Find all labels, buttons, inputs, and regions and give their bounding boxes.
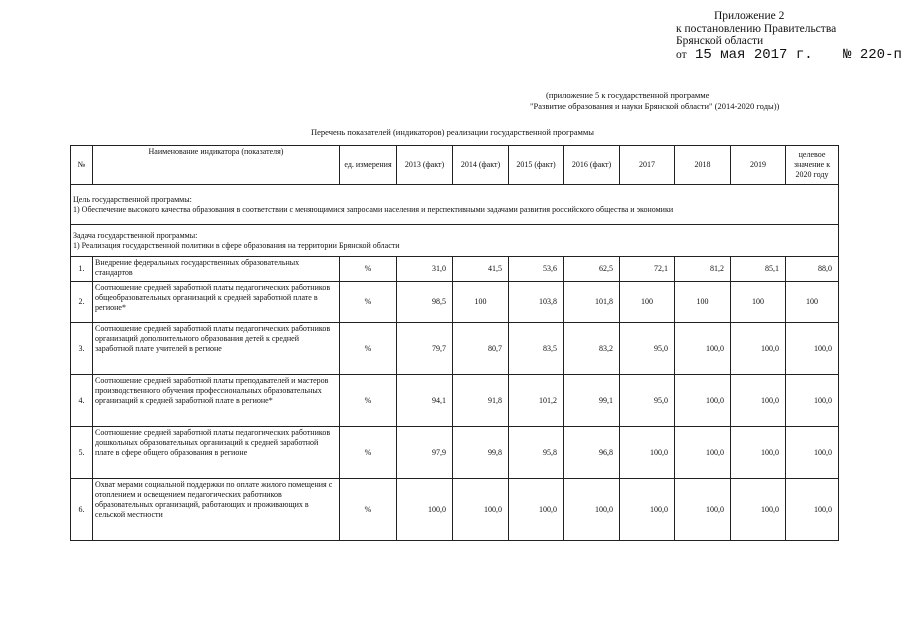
row-name: Соотношение средней заработной платы педагогических работников дошкольных образовательных организаций к средней заработной плате в сфере общего образования в регионе bbox=[93, 427, 340, 479]
row-num: 6. bbox=[71, 479, 93, 541]
row-2013: 79,7 bbox=[397, 323, 453, 375]
header-2014: 2014 (факт) bbox=[453, 146, 509, 185]
order-number: № 220-п bbox=[843, 46, 902, 63]
row-2019: 100,0 bbox=[731, 375, 786, 427]
header-target: целевое значение к 2020 году bbox=[786, 146, 839, 185]
row-2019: 100,0 bbox=[731, 479, 786, 541]
row-2015: 101,2 bbox=[509, 375, 564, 427]
row-2014: 100 bbox=[453, 282, 509, 323]
row-num: 3. bbox=[71, 323, 93, 375]
task-row bbox=[71, 225, 839, 257]
row-target: 100,0 bbox=[786, 427, 839, 479]
row-num: 5. bbox=[71, 427, 93, 479]
order-prefix: от bbox=[676, 48, 687, 61]
row-2016: 96,8 bbox=[564, 427, 620, 479]
program-note-line1: (приложение 5 к государственной программе bbox=[546, 90, 710, 100]
row-2018: 81,2 bbox=[675, 257, 731, 282]
row-unit: % bbox=[340, 323, 397, 375]
table-header-row bbox=[71, 146, 839, 185]
row-2014: 41,5 bbox=[453, 257, 509, 282]
row-2019: 100 bbox=[731, 282, 786, 323]
table-row bbox=[71, 479, 839, 541]
table-row bbox=[71, 427, 839, 479]
row-2019: 100,0 bbox=[731, 323, 786, 375]
program-note-line2: "Развитие образования и науки Брянской области" (2014-2020 годы)) bbox=[530, 101, 780, 111]
row-2015: 83,5 bbox=[509, 323, 564, 375]
row-unit: % bbox=[340, 479, 397, 541]
header-2015: 2015 (факт) bbox=[509, 146, 564, 185]
table-row bbox=[71, 323, 839, 375]
row-2016: 83,2 bbox=[564, 323, 620, 375]
row-2017: 100,0 bbox=[620, 427, 675, 479]
task-cell bbox=[71, 225, 839, 257]
table-row bbox=[71, 282, 839, 323]
row-num: 4. bbox=[71, 375, 93, 427]
row-2015: 100,0 bbox=[509, 479, 564, 541]
row-target: 100 bbox=[786, 282, 839, 323]
task-label: Задача государственной программы: bbox=[73, 230, 198, 240]
row-unit: % bbox=[340, 427, 397, 479]
header-2017: 2017 bbox=[620, 146, 675, 185]
row-2013: 31,0 bbox=[397, 257, 453, 282]
row-2013: 97,9 bbox=[397, 427, 453, 479]
row-name: Соотношение средней заработной платы педагогических работников общеобразовательных организаций к средней заработной плате в регионе* bbox=[93, 282, 340, 323]
header-num: № bbox=[71, 146, 93, 185]
row-name: Соотношение средней заработной платы педагогических работников организаций дополнительного образования детей к средней заработной плате учителей в регионе bbox=[93, 323, 340, 375]
document-title: Перечень показателей (индикаторов) реализации государственной программы bbox=[310, 127, 595, 137]
row-2013: 100,0 bbox=[397, 479, 453, 541]
row-num: 2. bbox=[71, 282, 93, 323]
header-2016: 2016 (факт) bbox=[564, 146, 620, 185]
row-2015: 53,6 bbox=[509, 257, 564, 282]
row-unit: % bbox=[340, 257, 397, 282]
row-2016: 62,5 bbox=[564, 257, 620, 282]
row-2019: 100,0 bbox=[731, 427, 786, 479]
appendix-resolution-line: к постановлению Правительства bbox=[676, 22, 837, 35]
row-2013: 94,1 bbox=[397, 375, 453, 427]
row-2014: 99,8 bbox=[453, 427, 509, 479]
row-target: 100,0 bbox=[786, 323, 839, 375]
goal-text: 1) Обеспечение высокого качества образования в соответствии с меняющимися запросами населения и перспективными задачами развития российского общества и экономики bbox=[73, 204, 674, 214]
row-num: 1. bbox=[71, 257, 93, 282]
header-2013: 2013 (факт) bbox=[397, 146, 453, 185]
row-name: Охват мерами социальной поддержки по оплате жилого помещения с отоплением и освещением педагогических работников образовательных организаций, работающих и проживающих в сельской местности bbox=[93, 479, 340, 541]
goal-cell bbox=[71, 185, 839, 225]
appendix-header bbox=[676, 10, 901, 63]
row-2013: 98,5 bbox=[397, 282, 453, 323]
row-2018: 100,0 bbox=[675, 323, 731, 375]
row-2018: 100,0 bbox=[675, 375, 731, 427]
row-2017: 95,0 bbox=[620, 375, 675, 427]
row-2016: 100,0 bbox=[564, 479, 620, 541]
row-unit: % bbox=[340, 282, 397, 323]
header-unit: ед. измерения bbox=[340, 146, 397, 185]
row-2019: 85,1 bbox=[731, 257, 786, 282]
row-2017: 72,1 bbox=[620, 257, 675, 282]
row-2016: 101,8 bbox=[564, 282, 620, 323]
row-2017: 100,0 bbox=[620, 479, 675, 541]
row-target: 100,0 bbox=[786, 479, 839, 541]
row-target: 88,0 bbox=[786, 257, 839, 282]
row-name: Внедрение федеральных государственных образовательных стандартов bbox=[93, 257, 340, 282]
row-2018: 100,0 bbox=[675, 427, 731, 479]
header-2019: 2019 bbox=[731, 146, 786, 185]
table-row bbox=[71, 257, 839, 282]
goal-label: Цель государственной программы: bbox=[73, 194, 192, 204]
program-note bbox=[530, 90, 870, 112]
row-2018: 100 bbox=[675, 282, 731, 323]
row-2017: 95,0 bbox=[620, 323, 675, 375]
row-name: Соотношение средней заработной платы преподавателей и мастеров производственного обучения профессиональных образовательных организаций к средней заработной плате в регионе* bbox=[93, 375, 340, 427]
header-name: Наименование индикатора (показателя) bbox=[93, 146, 340, 185]
row-2014: 100,0 bbox=[453, 479, 509, 541]
indicators-table bbox=[70, 145, 839, 541]
row-2015: 95,8 bbox=[509, 427, 564, 479]
row-2014: 80,7 bbox=[453, 323, 509, 375]
row-2017: 100 bbox=[620, 282, 675, 323]
order-date: 15 мая 2017 г. bbox=[695, 46, 813, 63]
appendix-title: Приложение 2 bbox=[714, 10, 785, 22]
table-row bbox=[71, 375, 839, 427]
goal-row bbox=[71, 185, 839, 225]
header-2018: 2018 bbox=[675, 146, 731, 185]
row-2018: 100,0 bbox=[675, 479, 731, 541]
row-unit: % bbox=[340, 375, 397, 427]
appendix-region-line: Брянской области bbox=[676, 35, 764, 47]
row-target: 100,0 bbox=[786, 375, 839, 427]
order-line bbox=[676, 48, 901, 63]
row-2016: 99,1 bbox=[564, 375, 620, 427]
row-2015: 103,8 bbox=[509, 282, 564, 323]
row-2014: 91,8 bbox=[453, 375, 509, 427]
task-text: 1) Реализация государственной политики в сфере образования на территории Брянской области bbox=[73, 240, 400, 250]
